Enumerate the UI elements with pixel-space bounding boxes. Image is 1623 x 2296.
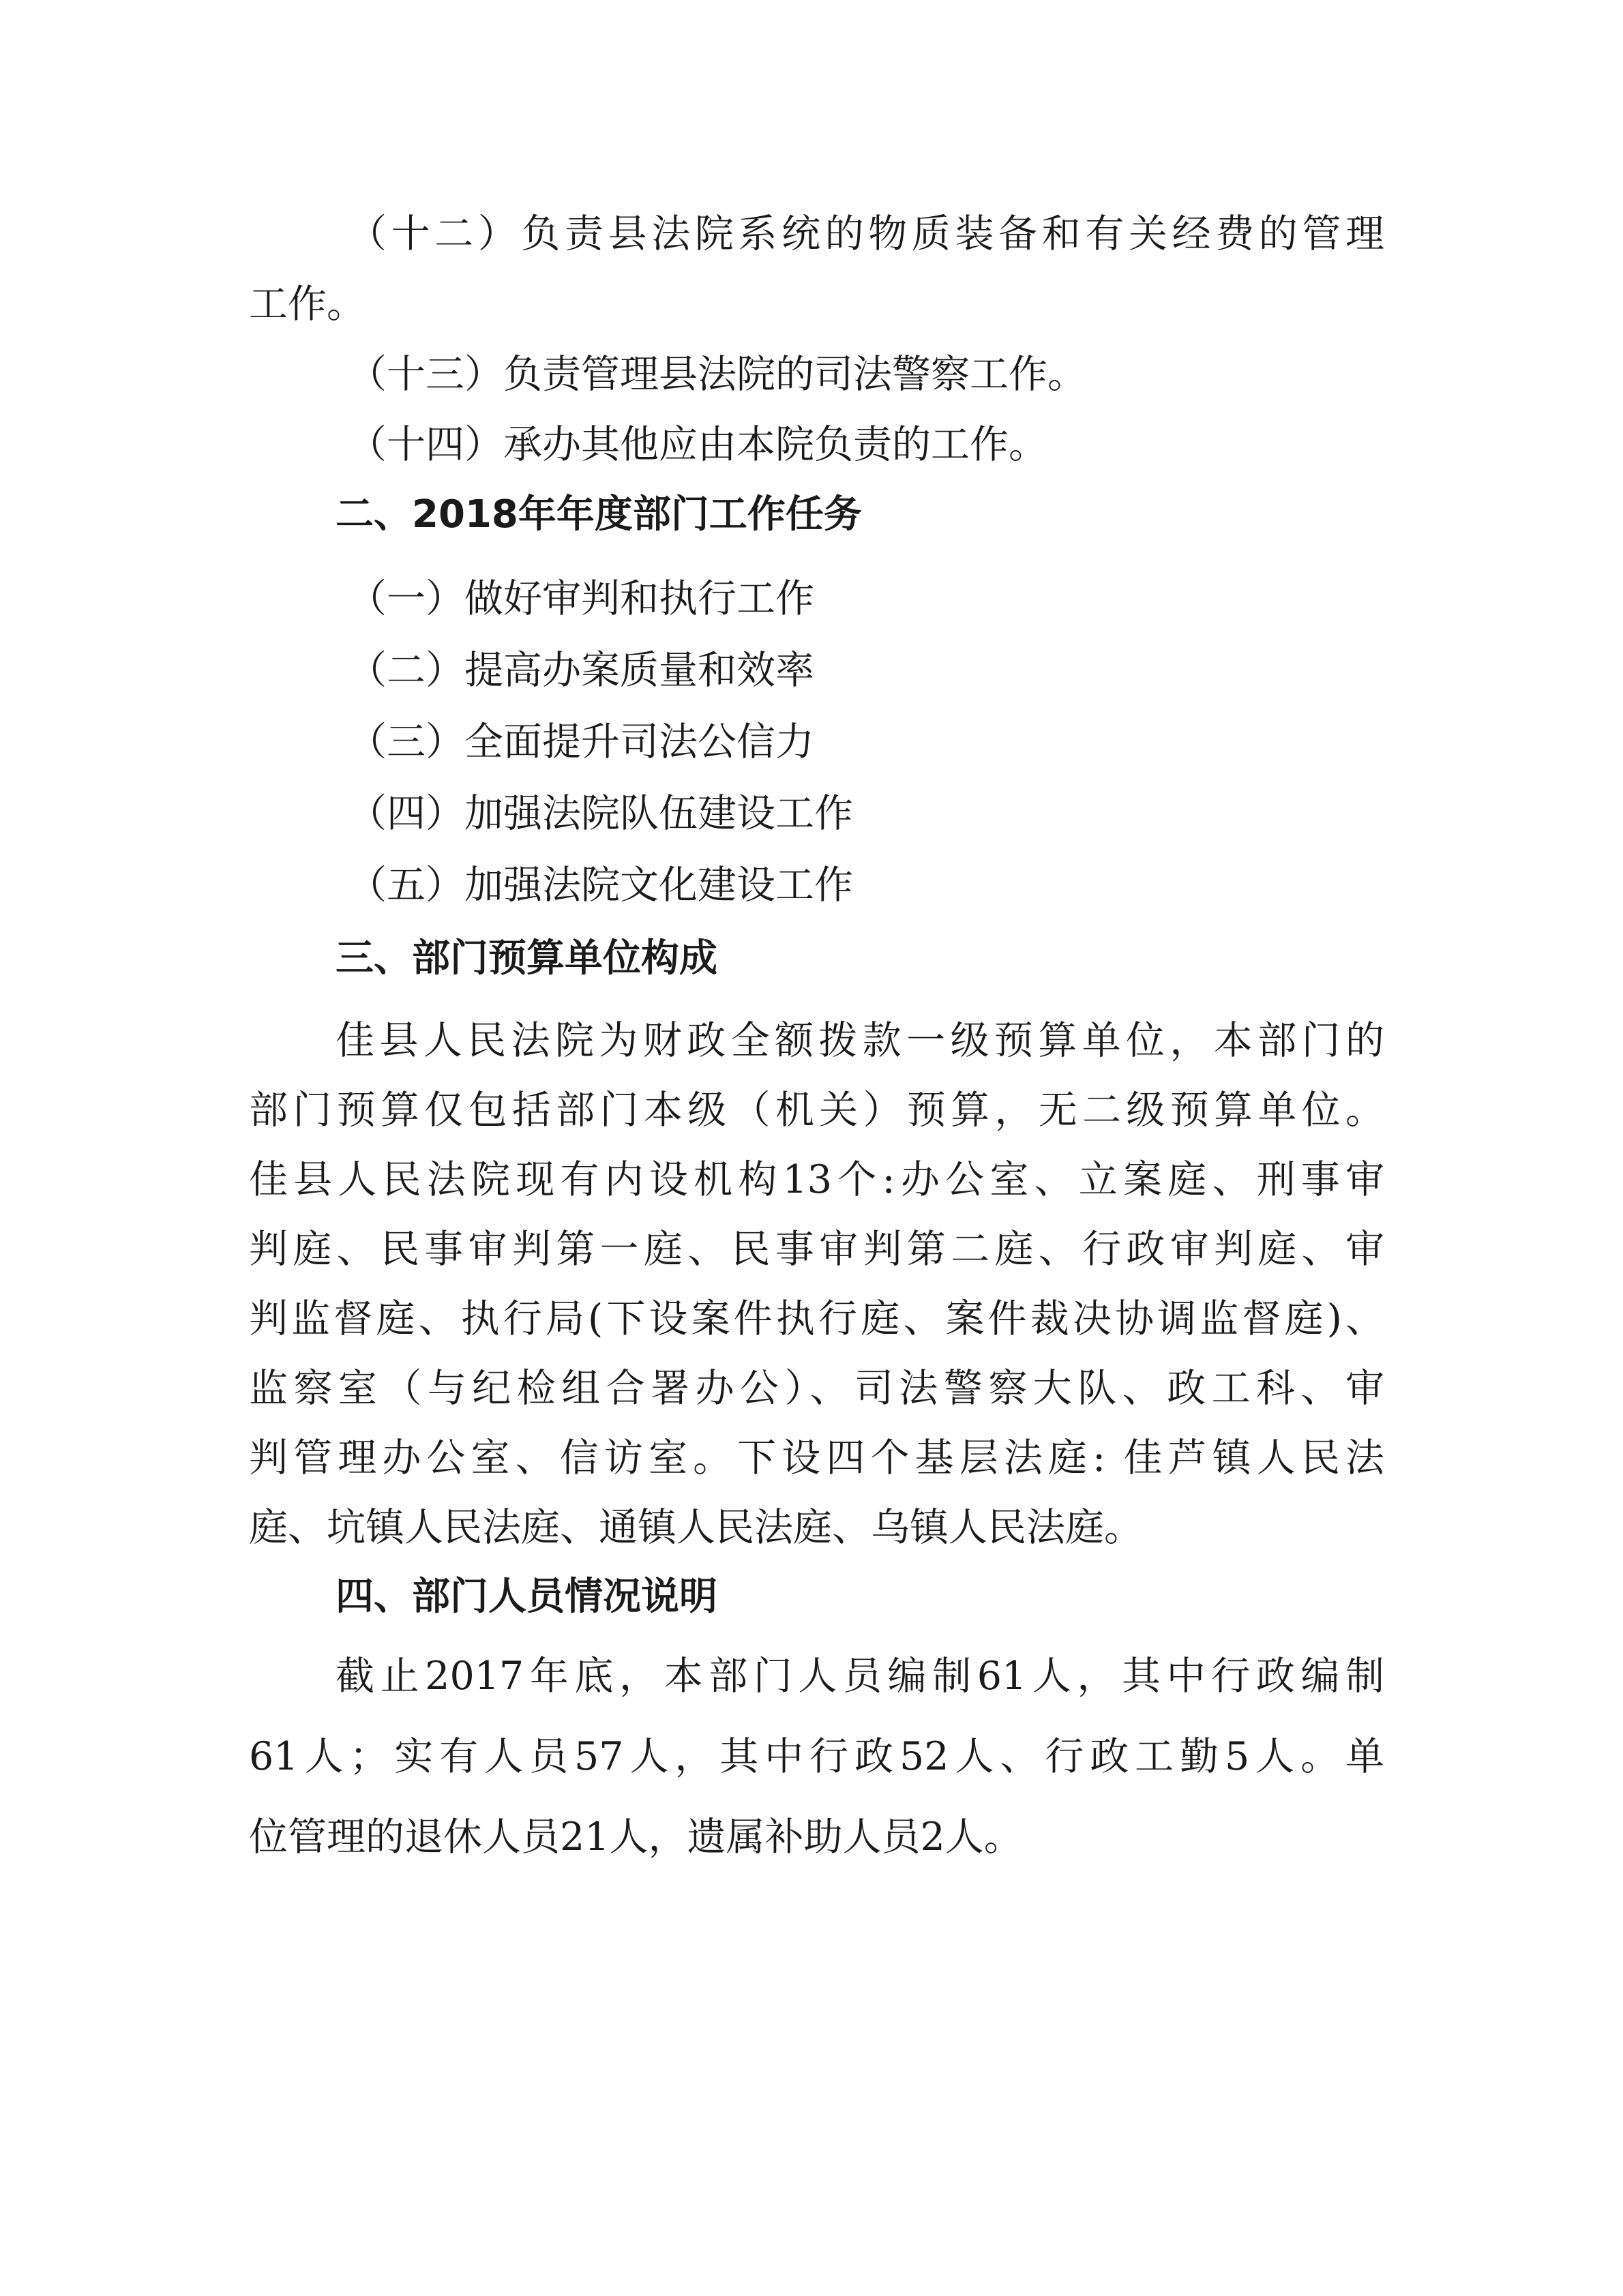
section3-line-1: 佳县人民法院为财政全额拨款一级预算单位，本部门的: [336, 1018, 1384, 1063]
section2-item-1: （一）做好审判和执行工作: [348, 576, 814, 621]
section2-item-4: （四）加强法院队伍建设工作: [348, 791, 853, 836]
section4-line-1: 截止2017年底，本部门人员编制61人，其中行政编制: [336, 1654, 1384, 1699]
item-12-line-2: 工作。: [249, 282, 366, 327]
section2-item-2: （二）提高办案质量和效率: [348, 648, 814, 693]
item-14: （十四）承办其他应由本院负责的工作。: [348, 422, 1047, 467]
section3-line-8: 庭、坑镇人民法庭、通镇人民法庭、乌镇人民法庭。: [249, 1505, 1143, 1550]
section3-line-5: 判监督庭、执行局(下设案件执行庭、案件裁决协调监督庭)、: [249, 1296, 1384, 1341]
section3-line-7: 判管理办公室、信访室。下设四个基层法庭: 佳芦镇人民法: [249, 1435, 1384, 1480]
section4-line-2: 61人；实有人员57人，其中行政52人、行政工勤5人。单: [249, 1734, 1384, 1779]
section4-heading: 四、部门人员情况说明: [336, 1575, 717, 1619]
section4-line-3: 位管理的退休人员21人，遗属补助人员2人。: [249, 1815, 1023, 1860]
item-13: （十三）负责管理县法院的司法警察工作。: [348, 352, 1086, 397]
section3-heading: 三、部门预算单位构成: [336, 936, 717, 981]
section3-line-3: 佳县人民法院现有内设机构13个:办公室、立案庭、刑事审: [249, 1157, 1384, 1202]
section2-heading: 二、2018年年度部门工作任务: [336, 492, 862, 537]
section2-item-5: （五）加强法院文化建设工作: [348, 863, 853, 908]
section2-item-3: （三）全面提升司法公信力: [348, 719, 814, 764]
item-12-line-1: （十二）负责县法院系统的物质装备和有关经费的管理: [348, 211, 1384, 256]
section3-line-4: 判庭、民事审判第一庭、民事审判第二庭、行政审判庭、审: [249, 1227, 1384, 1272]
section3-line-2: 部门预算仅包括部门本级（机关）预算，无二级预算单位。: [249, 1088, 1384, 1133]
section3-line-6: 监察室（与纪检组合署办公）、司法警察大队、政工科、审: [249, 1366, 1384, 1411]
